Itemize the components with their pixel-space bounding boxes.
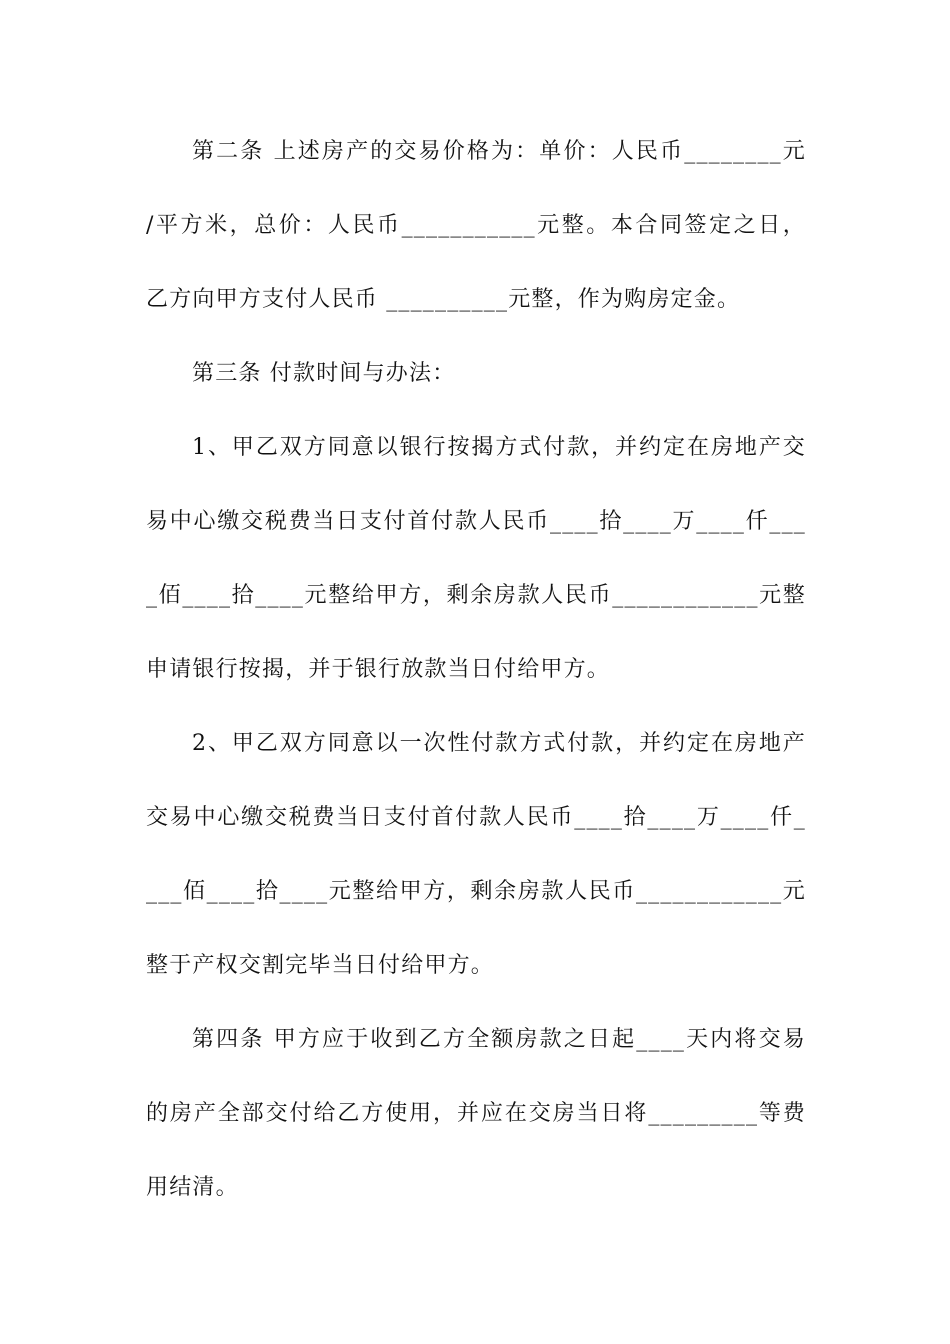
clause-1-line-2: 易中心缴交税费当日支付首付款人民币____拾____万____仟___ bbox=[146, 509, 806, 534]
article-3-heading: 第三条 付款时间与办法： bbox=[192, 361, 456, 386]
article-2-line-3: 乙方向甲方支付人民币 __________元整，作为购房定金。 bbox=[146, 287, 741, 312]
clause-1-line-4: 申请银行按揭，并于银行放款当日付给甲方。 bbox=[146, 657, 611, 682]
clause-2-line-4: 整于产权交割完毕当日付给甲方。 bbox=[146, 953, 495, 978]
article-2-line-1: 第二条 上述房产的交易价格为：单价：人民币________元 bbox=[192, 139, 806, 164]
article-2-line-2: /平方米，总价：人民币___________元整。本合同签定之日， bbox=[146, 213, 806, 238]
clause-1-line-3: _佰____拾____元整给甲方，剩余房款人民币____________元整 bbox=[146, 583, 806, 608]
article-4-line-2: 的房产全部交付给乙方使用，并应在交房当日将_________等费 bbox=[146, 1101, 806, 1126]
clause-2-line-2: 交易中心缴交税费当日支付首付款人民币____拾____万____仟_ bbox=[146, 805, 806, 830]
clause-1-line-1: 1、甲乙双方同意以银行按揭方式付款，并约定在房地产交 bbox=[192, 435, 806, 460]
clause-2-line-3: ___佰____拾____元整给甲方，剩余房款人民币____________元 bbox=[146, 879, 806, 904]
clause-2-line-1: 2、甲乙双方同意以一次性付款方式付款，并约定在房地产 bbox=[192, 731, 806, 756]
article-4-line-3: 用结清。 bbox=[146, 1175, 239, 1200]
article-4-line-1: 第四条 甲方应于收到乙方全额房款之日起____天内将交易 bbox=[192, 1027, 806, 1052]
